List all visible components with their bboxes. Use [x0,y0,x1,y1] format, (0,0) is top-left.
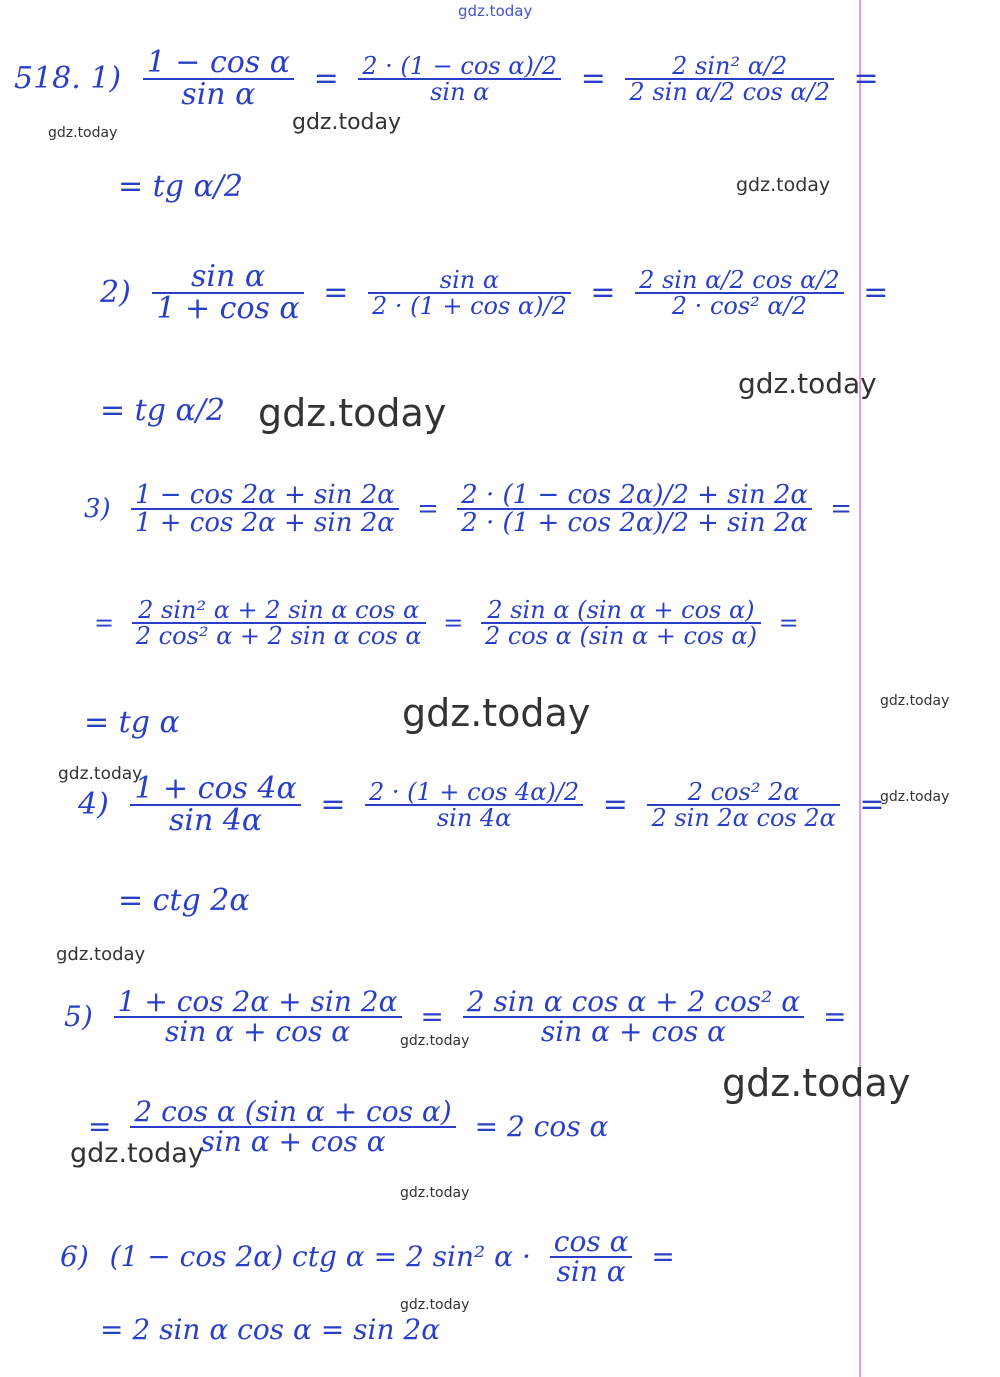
equals-sign: = [778,609,799,637]
problem-4-line-1 [78,771,895,838]
watermark: gdz.today [56,944,146,965]
numerator: 1 + cos 2α + sin 2α [117,985,398,1018]
watermark: gdz.today [880,789,950,805]
numerator: sin α [439,266,500,294]
denominator: sin α [143,78,294,110]
watermark: gdz.today [736,174,831,196]
problem-label: 518. 1) [14,61,122,96]
numerator: 2 · (1 − cos α)/2 [362,52,558,80]
equals-sign: = [853,61,879,96]
equals-sign: = [443,609,464,637]
problem-1-result: = tg α/2 [118,169,243,204]
watermark: gdz.today [400,1297,470,1313]
denominator: 1 + cos α [152,292,303,324]
fraction [130,771,300,838]
fraction [131,482,399,536]
watermark-top: gdz.today [458,2,533,20]
denominator: 2 cos² α + 2 sin α cos α [132,622,426,648]
denominator: 2 sin 2α cos 2α [647,804,839,830]
problem-label: 2) [100,275,131,310]
denominator: sin 4α [365,804,583,830]
equals-sign: = [863,275,889,310]
problem-3-line-1 [84,482,862,536]
watermark: gdz.today [880,693,950,709]
problem-5-result: = 2 cos α [474,1110,609,1143]
equals-sign: = [830,494,853,524]
equals-sign: = [323,275,349,310]
problem-6-line-1 [60,1225,685,1288]
watermark: gdz.today [400,1185,470,1201]
watermark: gdz.today [258,391,447,435]
equals-sign: = [94,609,115,637]
numerator: 2 cos α (sin α + cos α) [134,1095,452,1128]
watermark: gdz.today [400,1033,470,1049]
denominator: sin 4α [130,804,300,836]
problem-3-result: = tg α [84,705,180,740]
denominator: sin α + cos α [130,1126,455,1156]
numerator: 1 + cos 4α [134,771,297,806]
problem-5-line-2 [78,1095,618,1158]
numerator: 2 sin α/2 cos α/2 [639,266,840,294]
problem-label: 6) [60,1240,89,1273]
fraction [647,780,839,830]
fraction [130,1095,455,1158]
fraction [365,780,583,830]
equals-sign: = [823,1000,847,1033]
denominator: 2 · (1 + cos α)/2 [368,292,571,318]
problem-4-result: = ctg 2α [118,883,250,918]
watermark: gdz.today [48,125,118,141]
numerator: 2 · (1 − cos 2α)/2 + sin 2α [461,480,808,510]
equals-sign: = [417,494,439,524]
watermark: gdz.today [722,1061,911,1105]
problem-1-line-1 [14,45,889,112]
numerator: 2 · (1 + cos 4α)/2 [369,778,580,806]
equals-sign: = [420,1000,444,1033]
denominator: sin α + cos α [463,1016,804,1046]
fraction [625,54,834,104]
numerator: cos α [553,1225,629,1258]
denominator: sin α [358,78,561,104]
problem-6-result: = 2 sin α cos α = sin 2α [100,1313,441,1346]
problem-5-line-1 [64,985,857,1049]
problem-2-result: = tg α/2 [100,393,225,428]
numerator: sin α [190,259,266,294]
problem-label: 3) [84,494,111,524]
watermark: gdz.today [58,764,143,784]
fraction [368,268,571,318]
watermark: gdz.today [292,110,402,135]
equals-sign: = [313,61,339,96]
fraction [358,54,561,104]
numerator: 2 sin α cos α + 2 cos² α [466,985,801,1018]
numerator: 2 cos² 2α [687,778,800,806]
expression: (1 − cos 2α) ctg α = 2 sin² α · [109,1240,531,1273]
fraction [635,268,844,318]
denominator: 2 · (1 + cos 2α)/2 + sin 2α [457,508,812,536]
numerator: 1 − cos 2α + sin 2α [134,480,395,510]
denominator: 2 cos α (sin α + cos α) [481,622,761,648]
problem-label: 5) [64,1000,93,1033]
denominator: 2 sin α/2 cos α/2 [625,78,834,104]
fraction [481,598,761,648]
equals-sign: = [590,275,616,310]
fraction [457,482,812,536]
fraction [152,259,303,326]
watermark: gdz.today [402,691,591,735]
problem-2-line-1 [100,259,898,326]
equals-sign: = [859,787,885,822]
equals-sign: = [651,1240,675,1273]
numerator: 2 sin² α + 2 sin α cos α [138,596,420,624]
denominator: 1 + cos 2α + sin 2α [131,508,399,536]
equals-sign: = [602,787,628,822]
fraction [114,985,402,1048]
fraction [132,598,426,648]
equals-sign: = [320,787,346,822]
numerator: 2 sin α (sin α + cos α) [487,596,755,624]
fraction [463,985,804,1048]
notebook-margin-line [859,0,861,1377]
numerator: 1 − cos α [146,45,291,80]
fraction [550,1225,633,1288]
fraction [143,45,294,112]
watermark: gdz.today [70,1138,204,1169]
denominator: sin α [550,1256,633,1286]
denominator: sin α + cos α [114,1016,402,1046]
problem-3-line-2 [84,598,809,648]
watermark: gdz.today [738,367,877,400]
denominator: 2 · cos² α/2 [635,292,844,318]
numerator: 2 sin² α/2 [672,52,788,80]
problem-label: 4) [78,787,109,822]
equals-sign: = [580,61,606,96]
equals-sign: = [88,1110,112,1143]
